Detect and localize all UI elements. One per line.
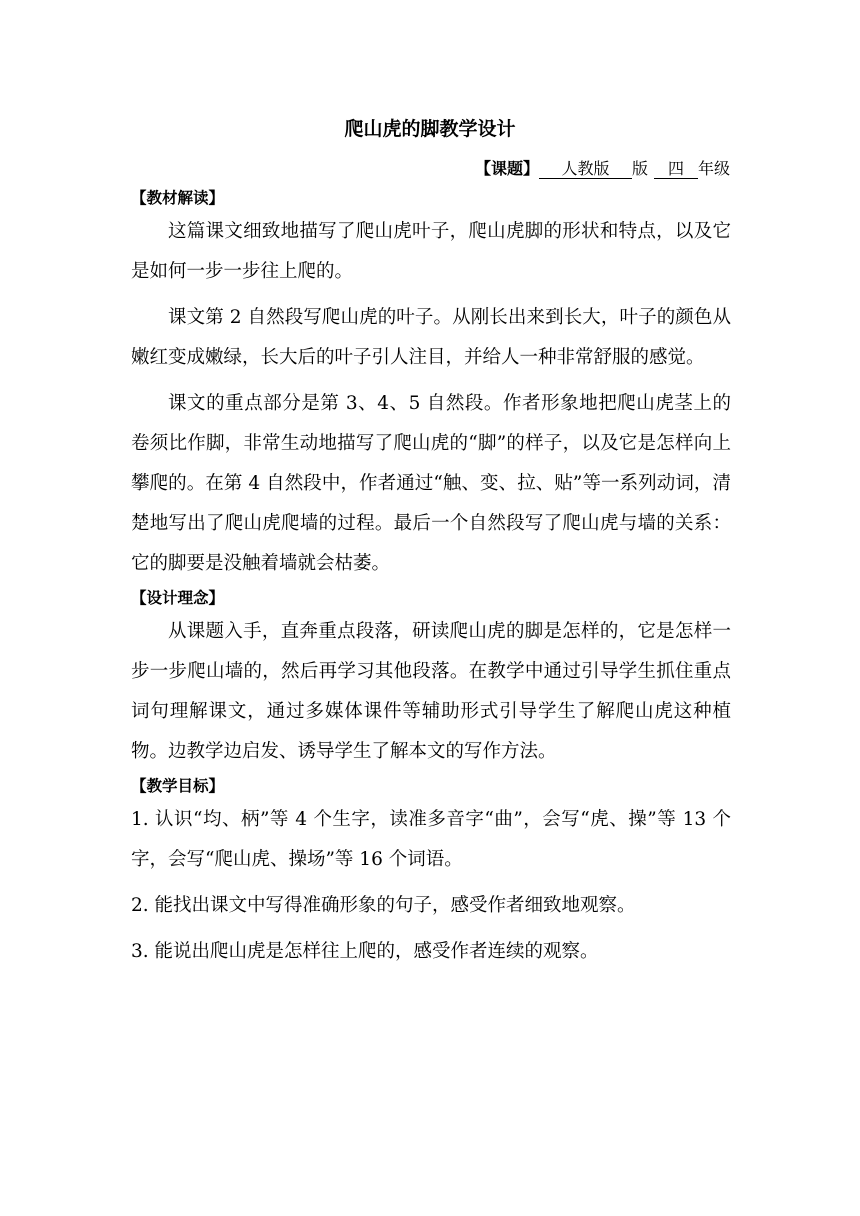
concept-paragraph-1: 从课题入手，直奔重点段落，研读爬山虎的脚是怎样的，它是怎样一步一步爬山墙的，然后再学习其他段落。在教学中通过引导学生抓住重点词句理解课文，通过多媒体课件等辅助形式引导学生了解爬山虎这种植物。边教学边启发、诱导学生了解本文的写作方法。 — [131, 621, 731, 762]
grade-suffix: 年级 — [697, 159, 730, 178]
document-title: 爬山虎的脚教学设计 — [344, 118, 516, 140]
grade-field: 四 — [654, 160, 698, 179]
goal-item-1: 1. 认识“均、柄”等 4 个生字，读准多音字“曲”，会写“虎、操”等 13 个字，会写“爬山虎、操场”等 16 个词语。 — [131, 809, 731, 870]
subject-line — [475, 156, 730, 179]
edition-suffix: 版 — [631, 159, 648, 178]
goal-item-2: 2. 能找出课文中写得准确形象的句子，感受作者细致地观察。 — [131, 895, 636, 916]
document-body — [131, 184, 731, 972]
subject-label: 【课题】 — [474, 159, 539, 178]
material-paragraph-1: 这篇课文细致地描写了爬山虎叶子，爬山虎脚的形状和特点，以及它是如何一步一步往上爬的。 — [131, 221, 731, 282]
publisher-field: 人教版 — [539, 160, 632, 179]
material-paragraph-3: 课文的重点部分是第 3、4、5 自然段。作者形象地把爬山虎茎上的卷须比作脚，非常生动地描写了爬山虎的“脚”的样子，以及它是怎样向上攀爬的。在第 4 自然段中，作者通过“触、变、拉、贴”等一系列动词，清楚地写出了爬山虎爬墙的过程。最后一个自然段写了爬山虎与墙的关系：它的脚要是没触着墙就会枯萎。 — [131, 393, 731, 574]
section-heading-goals: 【教学目标】 — [131, 777, 225, 795]
goal-item-3: 3. 能说出爬山虎是怎样往上爬的，感受作者连续的观察。 — [131, 941, 599, 962]
section-heading-material: 【教材解读】 — [131, 189, 225, 207]
section-heading-concept: 【设计理念】 — [131, 589, 225, 607]
material-paragraph-2: 课文第 2 自然段写爬山虎的叶子。从刚长出来到长大，叶子的颜色从嫩红变成嫩绿，长大后的叶子引人注目，并给人一种非常舒服的感觉。 — [131, 307, 731, 368]
